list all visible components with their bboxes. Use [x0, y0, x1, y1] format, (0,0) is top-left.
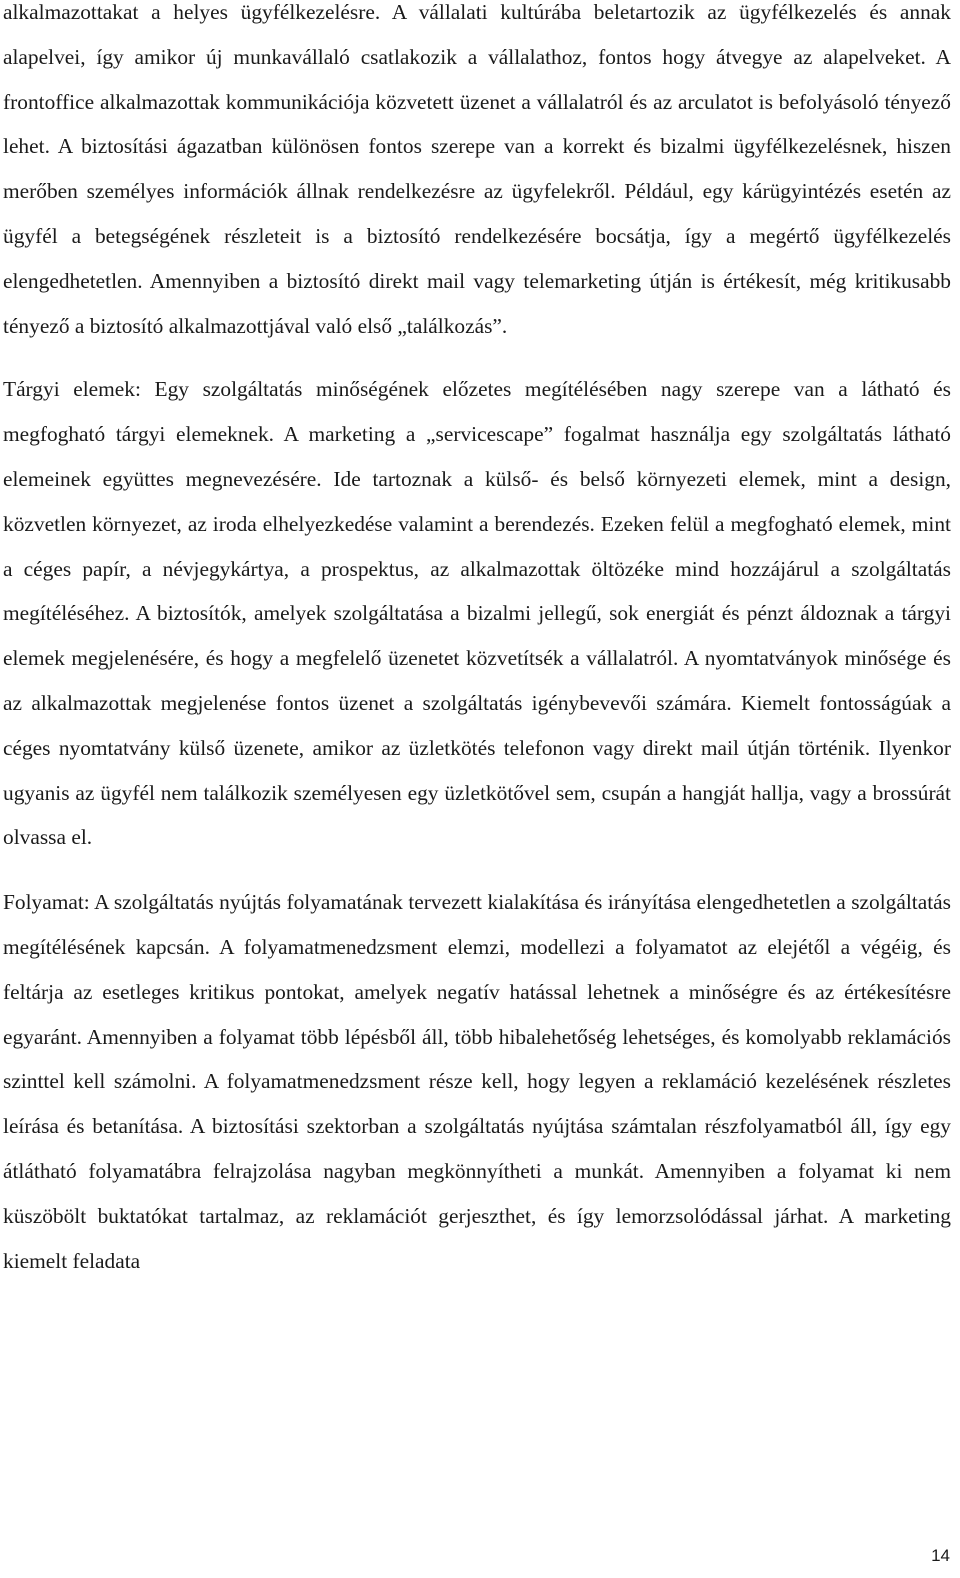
paragraph-customer-handling: alkalmazottakat a helyes ügyfélkezelésre. A vállalati kultúrába beletartozik az ügyfélkezelés és annak alapelvei, így amikor új munkavállaló csatlakozik a vállalathoz, fontos hogy átvegye az alapelveket. A frontoffice alkalmazottak kommunikációja közvetett üzenet a vállalatról és az arculatot is befolyásoló tényező lehet. A biztosítási ágazatban különösen fontos szerepe van a korrekt és bizalmi ügyfélkezelésnek, hiszen merőben személyes információk állnak rendelkezésre az ügyfelekről. Például, egy kárügyintézés esetén az ügyfél a betegségének részleteit is a biztosító rendelkezésére bocsátja, így a megértő ügyfélkezelés elengedhetetlen. Amennyiben a biztosító direkt mail vagy telemarketing útján is értékesít, még kritikusabb tényező a biztosító alkalmazottjával való első „találkozás”. [3, 0, 951, 338]
paragraph-physical-elements: Tárgyi elemek: Egy szolgáltatás minőségének előzetes megítélésében nagy szerepe van a látható és megfogható tárgyi elemeknek. A marketing a „servicescape” fogalmat használja egy szolgáltatás látható elemeinek együttes megnevezésére. Ide tartoznak a külső- és belső környezeti elemek, mint a design, közvetlen környezet, az iroda elhelyezkedése valamint a berendezés. Ezeken felül a megfogható elemek, mint a céges papír, a névjegykártya, a prospektus, az alkalmazottak öltözéke mind hozzájárul a szolgáltatás megítéléséhez. A biztosítók, amelyek szolgáltatása a bizalmi jellegű, sok energiát és pénzt áldoznak a tárgyi elemek megjelenésére, és hogy a megfelelő üzenetet közvetítsék a vállalatról. A nyomtatványok minősége és az alkalmazottak megjelenése fontos üzenet a szolgáltatás igénybevevői számára. Kiemelt fontosságúak a céges nyomtatvány külső üzenete, amikor az üzletkötés telefonon vagy direkt mail útján történik. Ilyenkor ugyanis az ügyfél nem találkozik személyesen egy üzletkötővel sem, csupán a hangját hallja, vagy a brossúrát olvassa el. [3, 377, 951, 850]
page-number: 14 [931, 1546, 950, 1565]
document-page [3, 0, 951, 1283]
paragraph-process: Folyamat: A szolgáltatás nyújtás folyamatának tervezett kialakítása és irányítása elengedhetetlen a szolgáltatás megítélésének kapcsán. A folyamatmenedzsment elemzi, modellezi a folyamatot az elejétől a végéig, és feltárja az esetleges kritikus pontokat, amelyek negatív hatással lehetnek a minőségre és az értékesítésre egyaránt. Amennyiben a folyamat több lépésből áll, több hibalehetőség lehetséges, és komolyabb reklamációs szinttel kell számolni. A folyamatmenedzsment része kell, hogy legyen a reklamáció kezelésének részletes leírása és betanítása. A biztosítási szektorban a szolgáltatás nyújtása számtalan részfolyamatból áll, így egy átlátható folyamatábra felrajzolása nagyban megkönnyítheti a munkát. Amennyiben a folyamat ki nem küszöbölt buktatókat tartalmaz, az reklamációt gerjeszthet, és így lemorzsolódással járhat. A marketing kiemelt feladata [3, 890, 951, 1273]
